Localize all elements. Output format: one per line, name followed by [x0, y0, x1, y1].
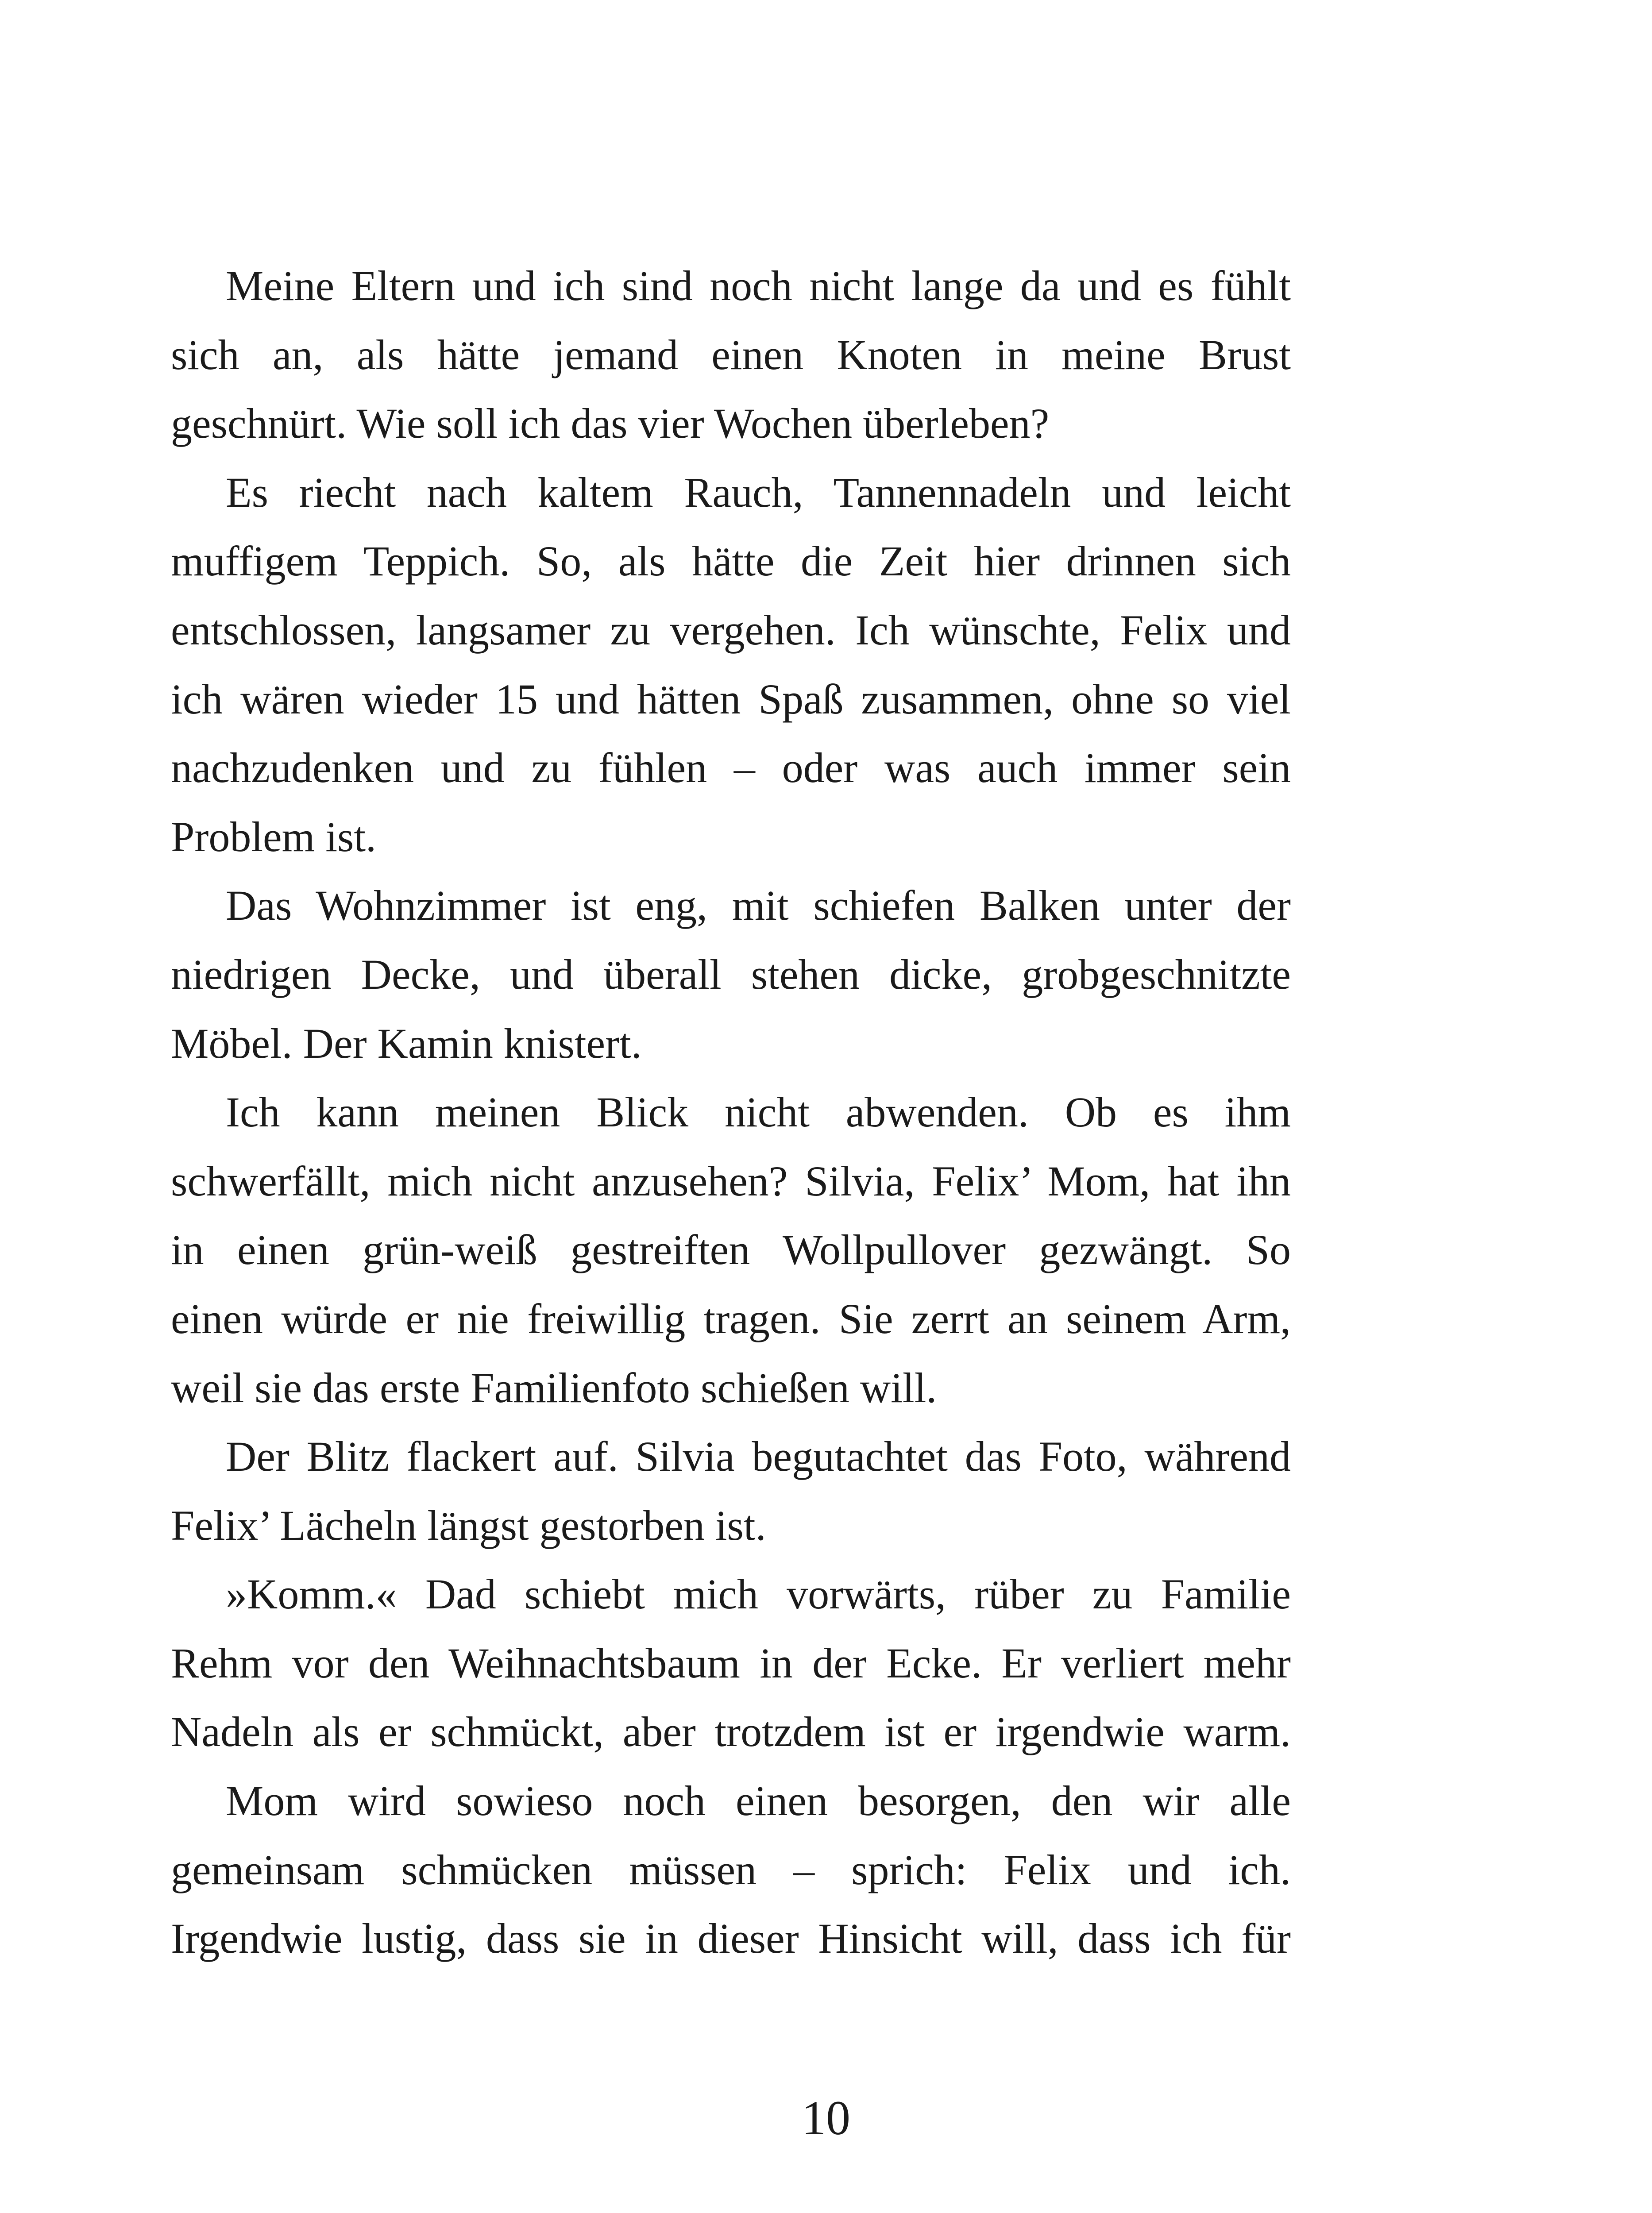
- text-line: Problem ist.: [171, 813, 377, 860]
- paragraph: [171, 871, 1291, 1078]
- text-line: Rehm vor den Weihnachtsbaum in der Ecke. Er verliert mehr: [171, 1639, 1291, 1687]
- text-line: Nadeln als er schmückt, aber trotzdem ist er irgendwie warm.: [171, 1708, 1291, 1756]
- text-line: gemeinsam schmücken müssen – sprich: Felix und ich.: [171, 1846, 1291, 1893]
- paragraph: [171, 1078, 1291, 1422]
- paragraph: [171, 458, 1291, 871]
- page-number: 10: [802, 2091, 850, 2145]
- text-line: niedrigen Decke, und überall stehen dicke, grobgeschnitzte: [171, 950, 1291, 998]
- text-line: weil sie das erste Familienfoto schießen will.: [171, 1364, 937, 1411]
- text-line: Irgendwie lustig, dass sie in dieser Hinsicht will, dass ich für: [171, 1915, 1291, 1962]
- paragraph: [171, 1766, 1291, 1973]
- text-line: einen würde er nie freiwillig tragen. Sie zerrt an seinem Arm,: [171, 1295, 1291, 1342]
- text-line: schwerfällt, mich nicht anzusehen? Silvia, Felix’ Mom, hat ihn: [171, 1157, 1291, 1205]
- text-line: Mom wird sowieso noch einen besorgen, den wir alle: [226, 1777, 1291, 1825]
- text-line: Ich kann meinen Blick nicht abwenden. Ob es ihm: [226, 1088, 1291, 1136]
- paragraph: [171, 1560, 1291, 1766]
- text-line: ich wären wieder 15 und hätten Spaß zusammen, ohne so viel: [171, 675, 1291, 723]
- text-line: Es riecht nach kaltem Rauch, Tannennadeln und leicht: [226, 468, 1291, 516]
- text-line: in einen grün-weiß gestreiften Wollpullover gezwängt. So: [171, 1226, 1291, 1274]
- text-line: nachzudenken und zu fühlen – oder was auch immer sein: [171, 744, 1291, 792]
- text-line: Meine Eltern und ich sind noch nicht lange da und es fühlt: [226, 262, 1291, 309]
- text-line: geschnürt. Wie soll ich das vier Wochen überleben?: [171, 400, 1050, 447]
- text-line: entschlossen, langsamer zu vergehen. Ich wünschte, Felix und: [171, 606, 1291, 654]
- text-line: Das Wohnzimmer ist eng, mit schiefen Balken unter der: [226, 882, 1291, 929]
- text-line: muffigem Teppich. So, als hätte die Zeit hier drinnen sich: [171, 537, 1291, 585]
- text-line: Felix’ Lächeln längst gestorben ist.: [171, 1501, 766, 1549]
- body-text: [171, 251, 1291, 1973]
- text-line: »Komm.« Dad schiebt mich vorwärts, rüber zu Familie: [226, 1570, 1291, 1618]
- paragraph: [171, 251, 1291, 458]
- text-line: sich an, als hätte jemand einen Knoten in meine Brust: [171, 331, 1291, 378]
- text-line: Der Blitz flackert auf. Silvia begutachtet das Foto, während: [226, 1433, 1291, 1480]
- text-line: Möbel. Der Kamin knistert.: [171, 1019, 642, 1067]
- paragraph: [171, 1422, 1291, 1560]
